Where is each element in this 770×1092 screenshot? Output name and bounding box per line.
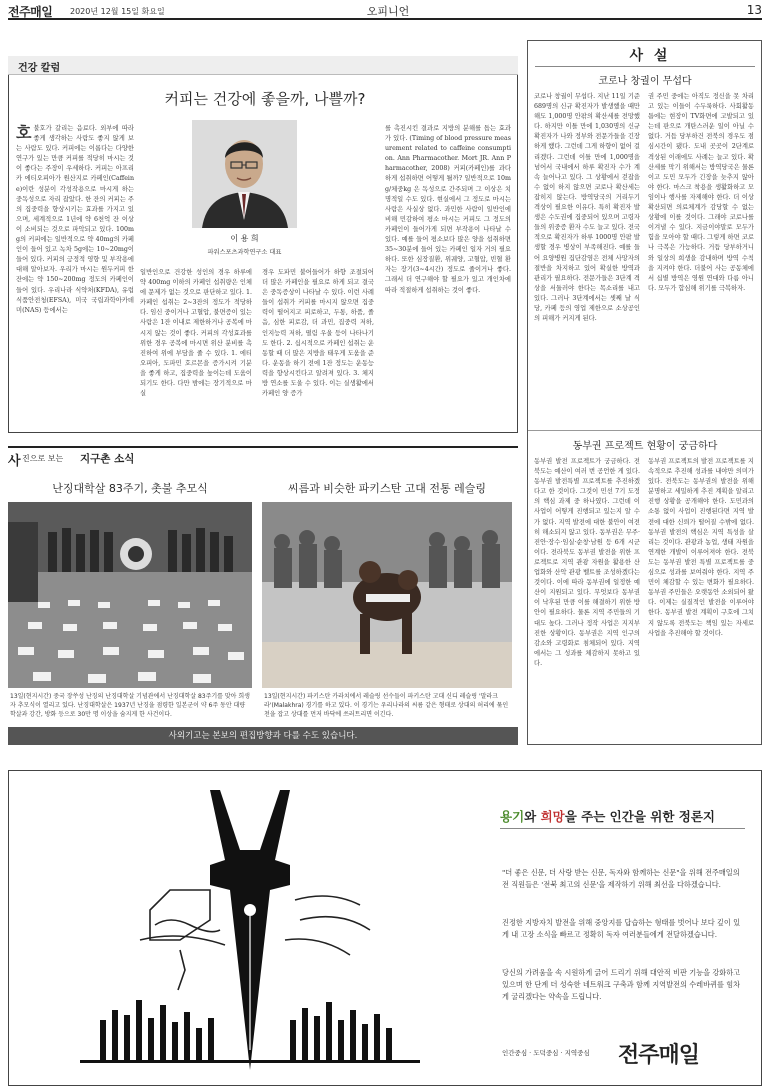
ad-rule bbox=[500, 828, 745, 829]
author-name: 이 용 희 bbox=[230, 234, 259, 243]
editorial-divider bbox=[528, 430, 761, 431]
left-photo-title: 난징대학살 83주기, 촛불 추모식 bbox=[52, 482, 208, 495]
editorial-2-text-2: 동부권 프로젝트의 발전 프로젝트를 지속적으로 추진해 성과를 내야만 의미가 있다. 전북도는 동부권의 발전을 위해 분명하고 세밀하게 추진 계획을 알리고 진행 상황을 공개해야 한다. 도민과의 소통 없이 사업이 진행된다면 지역 발전에 대한 신뢰가 떨어질 수밖에 없다. 동부권 발전의 핵심은 지역 특성을 살리는 것이다. 관광과 농업, 생태 자원을 연계한 개발이 이루어져야 한다. 전북도는 동부권 발전 특별 프로젝트를 중심으로 성과를 보여줘야 한다. 지역 주민이 체감할 수 있는 변화가 필요하다. 동부권 주민들은 오랫동안 소외되어 왔다. 이제는 실질적인 발전을 이루어야 한다. 동부권 발전 계획이 구호에 그치지 않도록 전북도는 책임 있는 자세로 사업을 추진해야 할 것이다. bbox=[648, 458, 754, 637]
editorial-1-text-1: 코로나 창궐이 무섭다. 지난 11일 기준 689명의 신규 확진자가 발생했을 때만 해도 1,000명 안팎의 확산세를 전망했다. 하지만 이틀 만에 1,030명의 신규 확진자가 나와 정부와 전문가들을 긴장하게 했다. 그런데 그게 하향이 없어 걸리겠다. 그런데 이틀 만에 1,000명을 넘어서 국내에서 하루 확진자 수가 계속 늘어나고 있다. 그 상황에서 걷잡을 수 없이 하지 않으면 코로나 확산세는 잡히지 않는다. 방역당국의 거리두기 격상이 필요한 이유다. 특히 확진자 발생은 수도권에 집중되어 있으며 고령자들의 위중증 환자 수도 늘고 있다. 전국적으로 확진자가 하루 1000명 안팎 발생할 경우 병상이 부족해진다. 예를 들어 요양병원 집단감염은 전체 사망자의 절반을 차지하고 있어 확실한 방역과 관리가 필요하다. 전문가들은 3단계 격상을 서둘러야 한다는 목소리를 내고 있다. 그러나 3단계에서는 셋째 날 식당, 카페 등의 영업 제한으로 소상공인의 피해가 커지게 된다. bbox=[534, 93, 640, 323]
ad-paragraph-1: "더 좋은 신문, 더 사랑 받는 신문, 독자와 함께하는 신문"을 위해 전주매일의 전 직원들은 '전북 최고의 신문'을 제작하기 위해 최선을 다하겠습니다. bbox=[502, 868, 740, 889]
ad-paragraph-3: 당신의 가려움을 속 시원하게 긁어 드리기 위해 대안적 비판 기능을 강화하고 있으며 한 단계 더 성숙한 네트워크 구축과 함께 지역발전의 수레바퀴를 힘차게 굴리겠다는 약속을 드립니다. bbox=[502, 968, 741, 1001]
ad-slogan: 용기와 희망을 주는 인간을 위한 정론지 bbox=[500, 809, 715, 824]
column-title: 커피는 건강에 좋을까, 나쁠까? bbox=[164, 90, 366, 108]
left-photo bbox=[8, 502, 252, 688]
editorial-1-title: 코로나 창궐이 무섭다 bbox=[598, 76, 692, 87]
column-tab bbox=[8, 56, 518, 75]
photo-section-title: 지구촌 소식 bbox=[80, 453, 135, 465]
left-photo-caption: 13일(현지시간) 중국 장쑤성 난징의 난징대학살 기념관에서 난징대학살 83주기를 맞아 희생자 추모식이 열리고 있다. 난징대학살은 1937년 난징을 점령한 일본군이 약 6주 동안 대량학살과 강간, 방화 등으로 30만 명 이상을 숨지게 한 사건이다. bbox=[10, 693, 250, 718]
ad-paragraph-2: 진정한 지방자치 발전을 위해 중앙지를 답습하는 형태를 벗어나 보다 깊이 있게 내 고장 소식을 빠르고 정확히 독자 여러분들에게 전달하겠습니다. bbox=[502, 918, 741, 939]
photo-section-sub: 진으로 보는 bbox=[22, 454, 64, 463]
memorial-photo-icon bbox=[8, 502, 252, 688]
ad-motto: 인간중심 · 도덕중심 · 지역중심 bbox=[502, 1049, 590, 1057]
column-tab-label: 건강 칼럼 bbox=[18, 63, 61, 74]
issue-date: 2020년 12월 15일 화요일 bbox=[70, 7, 165, 16]
editorial-1-text-2: 권 주민 중에는 아직도 정신을 못 차리고 있는 이들이 수두룩하다. 사회활동 틈에는 현장이 TV화면에 고발되고 있는데 판으로 개탄스러운 일이 아닐 수 없다. 거듭 당부하건 전북의 경우도 점심시간이 됐다. 도내 곳곳이 2단계로 격상된 이래에도 사례는 늘고 있다. 확산세를 막기 위해서는 방역당국은 물론이고 도민 모두가 긴장을 늦추지 않아야 한다. 마스크 착용을 생활화하고 모임이나 행사를 자제해야 한다. 더 이상 확산되면 의료체계가 감당할 수 없는 상황에 이를 것이다. 그래야 코로나를 이겨낼 수 있다. 지금이야말로 모두가 힘을 모아야 할 때다. 그렇게 하면 코로나 극복은 가능하다. 거듭 당부하거니와 일상의 희생을 감내하며 방역 수칙을 지켜야 한다. 더불어 사는 공동체에서 십볕 방역은 영원 연대와 다름 아니다. 모두가 합심해 위기를 극복하자. bbox=[648, 93, 754, 292]
editorial-rule bbox=[535, 66, 755, 67]
editorial-heading: 사 설 bbox=[629, 48, 671, 64]
author-portrait bbox=[192, 120, 297, 228]
photo-section-header bbox=[8, 446, 518, 469]
column-text-2: 일반인으로 건강한 성인의 경우 하루에 약 400mg 이하의 카페인 섭취량은 인체에 문제가 없는 것으로 판단하고 있다. 1. 카페인 섭취는 2~3잔의 정도가 적당하다. 임신 중이거나 고혈압, 불면증이 있는 사람은 1잔 이내로 제한하거나 공복에 마시지 않는 것이 좋다. 커피의 각성효과를 위한 경우 공복에 마시면 위산 분비를 촉진하여 위에 부담을 줄 수 있다. 1. 에티오피아, 도파민 호르몬을 증가시켜 기분을 좋게 하고, 집중력을 높이는데 도움이 되기도 한다. 다만 밤에는 장기적으로 마실 bbox=[140, 269, 252, 398]
photo-section-initial: 사 bbox=[8, 454, 21, 469]
editorial-2-title: 동부권 프로젝트 현황이 궁금하다 bbox=[572, 441, 718, 452]
right-photo bbox=[262, 502, 512, 688]
wrestling-photo-icon bbox=[262, 502, 512, 688]
ad-logo: 전주매일 bbox=[618, 1043, 700, 1068]
column-text-1: 호 불호가 갈리는 음료다. 외부에 따라 좋게 생각하는 사람도 좋지 않게 보는 사람도 있다. 커피에는 이롭다는 다양한 연구가 있는 만큼 커피를 적당히 마시는 것이 좋다는 주장이 우세하다. 커피는 아프리카 에티오피아가 원산지로 카페인(Caffeine)이란 성분이 각성작용으로 마시게 하는 중독성으로 자리 잡았다. 한 잔의 커피는 주의 집중력을 향상시키는 효과를 가지고 있으며, 세계적으로 1년에 약 6천억 잔 이상이 소비되는 것으로 파악되고 있다. 100mg의 커피에는 일반적으로 약 40mg의 카페인이 들어 있고 녹차 5g에는 10~20mg이 들어 있다. 커피의 긍정적 영향 및 부작용에 대해 알아보자. 우리가 마시는 원두커피 한 잔에는 약 150~200mg 정도의 카페인이 들어 있다. 우리나라 식약처(KFDA), 유럽식품안전청(EFSA), 미국 국립과학아카데미(NAS) 등에서는 bbox=[16, 124, 134, 314]
column-text-3: 경우 도파민 불어들어가 하향 조절되어 더 많은 카페인을 필요로 하게 되고 결국은 중독증상이 나타날 수 있다. 이런 사례들이 섭취가 커피를 마시지 않으면 집중력이 떨어지고 피로하고, 두통, 하품, 졸음, 심한 피로감, 더 과민, 집중력 저하, 인지능력 저하, 떨림 우울 등이 나타나기도 한다. 2. 십시적으로 카페인 섭취는 운동할 때 더 많은 지방을 태우게 도움을 준다. 운동을 하기 전에 1잔 정도는 운동능력을 향상시킨다고 알려져 있다. 3. 체지방 연소를 도울 수 있다. 이는 실생활에서 카페인 양 증가 bbox=[262, 269, 374, 398]
column-dropcap: 호 bbox=[16, 124, 32, 142]
disclaimer-bar: 사외기고는 본보의 편집방향과 다를 수도 있습니다. bbox=[8, 727, 518, 745]
section-name: 오피니언 bbox=[366, 5, 410, 18]
pen-illustration bbox=[60, 790, 460, 1080]
page-number: 13 bbox=[746, 3, 762, 17]
right-photo-title: 씨름과 비슷한 파키스탄 고대 전통 레슬링 bbox=[287, 482, 487, 495]
column-text-4: 를 촉진시킨 결과로 지방의 분해를 돕는 효과가 있다. (Timing of blood pressure measurement related to caffeine consumption. Ann Pharmacother. Mort JR. Ann Pharmacother, 2008) 커피(카페인)를 과다하게 섭취하면 어떻게 될까? 일반적으로 10mg/체중kg 은 독성으로 간주되며 그 이상은 치명적일 수도 있다. 현실에서 그 정도로 마시는 사람은 사실상 없다. 과민한 사람이 일반인에 비해 민감하여 평소 마시는 커피도 그 정도의 카페인이 들어가게 되면 부작용이 나타날 수 있다. 예를 들어 평소보다 많은 양을 섭취하면 35~30분에 들어 있는 카페인 일자 거의 필요하다. 또한 심장질환, 위궤양, 고혈압, 빈혈 환자는 장기(3~4시간) 정도로 줄이거나 좋다. 그래서 더 연구해야 할 필요가 있고 개인차에 따라 적절하게 섭취하는 것이 좋다. bbox=[385, 125, 511, 294]
author-role: 파워스포츠과학연구소 대표 bbox=[207, 249, 282, 256]
author-portrait-icon bbox=[192, 120, 297, 228]
masthead bbox=[8, 2, 762, 20]
right-photo-caption: 13일(현지시간) 파키스탄 카라치에서 레슬링 선수들이 파키스탄 고대 신디 레슬링 '말라크라'(Malakhra) 경기를 하고 있다. 이 경기는 우리나라의 씨름 같은 형태로 상대의 허리에 묶인 천을 잡고 상대를 먼저 바닥에 쓰러트리면 이긴다. bbox=[264, 693, 509, 718]
pen-nib-icon bbox=[60, 790, 460, 1080]
newspaper-logo: 전주매일 bbox=[8, 5, 53, 19]
editorial-2-text-1: 동부권 발전 프로젝트가 궁금하다. 전북도는 예산이 여러 번 공언한 게 있다. 동부권 발전특별 프로젝트를 추진하겠다고 한 것이다. 그것이 민선 7기 도정의 핵심 과제 중 하나였다. 그런데 이 사업이 어떻게 진행되고 있는지 알 수가 없다. 지역 발전에 대한 불안이 여전히 해소되지 않고 있다. 동부권은 무주·진안·장수·임실·순창·남원 등 6개 시군이다. 전라북도 동부권 발전을 위한 프로젝트로 지역 관광 자원을 활용한 산업화와 산악 관광 벨트를 조성하겠다는 것이다. 이에 따라 동부권에 일정한 예산이 지원되고 있다. 무엇보다 동부권이 낙후된 만큼 이를 해결하기 위한 방안이 필요하다. 물론 지역 주민들의 기대도 높다. 그러나 정작 사업은 지지부진한 상황이다. 동부권은 지역 인구의 감소와 고령화로 침체되어 있다. 지역에서는 그 성과를 체감하지 못하고 있다. bbox=[534, 458, 640, 667]
